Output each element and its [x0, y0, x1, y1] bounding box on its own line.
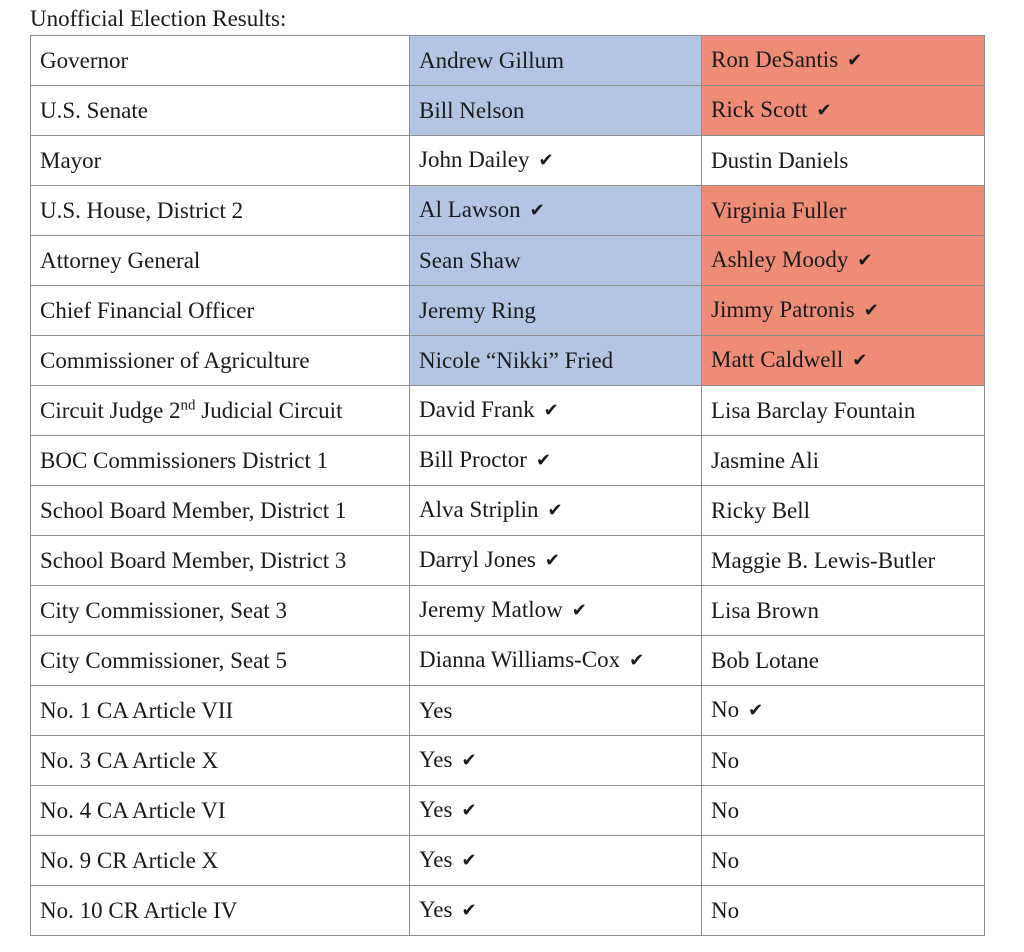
race-name-cell: [31, 86, 410, 136]
race-name: School Board Member, District 3: [40, 547, 347, 573]
checkmark-icon: ✔: [547, 500, 563, 521]
race-name: BOC Commissioners District 1: [40, 447, 329, 473]
race-name-cell: [31, 786, 410, 836]
candidate-a-cell: [410, 336, 702, 386]
candidate-a-cell: [410, 186, 702, 236]
results-table-body: [31, 36, 985, 936]
checkmark-icon: ✔: [544, 550, 560, 571]
candidate-b-cell: [702, 436, 985, 486]
checkmark-icon: ✔: [852, 350, 868, 371]
candidate-a-cell: [410, 736, 702, 786]
race-name-cell: [31, 586, 410, 636]
candidate-b-cell: [702, 736, 985, 786]
race-name: U.S. Senate: [40, 97, 148, 123]
checkmark-icon: ✔: [461, 900, 477, 921]
race-name: Mayor: [40, 147, 102, 173]
candidate-a-cell: [410, 636, 702, 686]
candidate-b-cell: [702, 36, 985, 86]
candidate-a-cell: [410, 686, 702, 736]
candidate-b-name: No: [711, 847, 740, 873]
candidate-b-name: No: [711, 797, 740, 823]
candidate-b-name: No: [711, 747, 740, 773]
table-row: [31, 386, 985, 436]
candidate-b-cell: [702, 636, 985, 686]
table-row: [31, 236, 985, 286]
candidate-a-name: Darryl Jones: [419, 547, 536, 572]
candidate-b-cell: [702, 686, 985, 736]
checkmark-icon: ✔: [461, 850, 477, 871]
checkmark-icon: ✔: [857, 250, 873, 271]
candidate-a-name: Bill Proctor: [419, 447, 527, 472]
race-name-rest: Judicial Circuit: [195, 397, 343, 423]
table-row: [31, 436, 985, 486]
checkmark-icon: ✔: [529, 200, 545, 221]
race-name: Attorney General: [40, 247, 201, 273]
race-name: No. 3 CA Article X: [40, 747, 219, 773]
candidate-a-cell: [410, 486, 702, 536]
candidate-a-name: Al Lawson: [419, 197, 521, 222]
race-name: No. 1 CA Article VII: [40, 697, 234, 723]
candidate-a-cell: [410, 836, 702, 886]
race-name-cell: [31, 536, 410, 586]
race-name-cell: [31, 336, 410, 386]
race-name-cell: [31, 286, 410, 336]
candidate-b-name: Jasmine Ali: [711, 447, 819, 473]
candidate-a-name: Yes: [419, 697, 453, 723]
candidate-b-cell: [702, 186, 985, 236]
table-row: [31, 536, 985, 586]
page-title: Unofficial Election Results:: [30, 6, 287, 31]
candidate-a-name: Bill Nelson: [419, 97, 525, 123]
table-row: [31, 636, 985, 686]
race-name-cell: [31, 36, 410, 86]
candidate-b-cell: [702, 86, 985, 136]
candidate-a-cell: [410, 286, 702, 336]
race-name-cell: [31, 486, 410, 536]
race-name: City Commissioner, Seat 5: [40, 647, 287, 673]
candidate-b-cell: [702, 536, 985, 586]
race-name-cell: [31, 686, 410, 736]
candidate-b-name: Bob Lotane: [711, 647, 819, 673]
race-name-cell: [31, 186, 410, 236]
candidate-a-cell: [410, 786, 702, 836]
race-name: No. 4 CA Article VI: [40, 797, 226, 823]
table-row: [31, 586, 985, 636]
candidate-a-name: John Dailey: [419, 147, 530, 172]
candidate-a-name: Jeremy Ring: [419, 297, 536, 323]
race-name: Commissioner of Agriculture: [40, 347, 310, 373]
checkmark-icon: ✔: [748, 700, 764, 721]
race-name-cell: [31, 636, 410, 686]
checkmark-icon: ✔: [816, 100, 832, 121]
candidate-a-name: Jeremy Matlow: [419, 597, 563, 622]
candidate-a-cell: [410, 536, 702, 586]
candidate-b-name: Lisa Barclay Fountain: [711, 397, 916, 423]
table-row: [31, 336, 985, 386]
race-name-cell: [31, 886, 410, 936]
election-results-table: [30, 35, 985, 936]
candidate-a-cell: [410, 386, 702, 436]
checkmark-icon: ✔: [571, 600, 587, 621]
table-row: [31, 486, 985, 536]
candidate-b-name: Jimmy Patronis: [711, 297, 855, 322]
candidate-b-cell: [702, 786, 985, 836]
candidate-b-cell: [702, 586, 985, 636]
candidate-a-name: Alva Striplin: [419, 497, 539, 522]
table-row: [31, 836, 985, 886]
table-row: [31, 36, 985, 86]
candidate-a-name: Sean Shaw: [419, 247, 521, 273]
race-name-cell: [31, 736, 410, 786]
candidate-a-name: Yes: [419, 847, 453, 872]
race-name-cell: [31, 236, 410, 286]
candidate-b-name: Matt Caldwell: [711, 347, 844, 372]
candidate-b-name: Maggie B. Lewis-Butler: [711, 547, 936, 573]
candidate-a-cell: [410, 236, 702, 286]
candidate-a-name: Yes: [419, 797, 453, 822]
table-row: [31, 136, 985, 186]
table-row: [31, 86, 985, 136]
checkmark-icon: ✔: [538, 150, 554, 171]
candidate-a-name: Yes: [419, 897, 453, 922]
table-row: [31, 786, 985, 836]
candidate-a-name: Yes: [419, 747, 453, 772]
candidate-a-cell: [410, 886, 702, 936]
checkmark-icon: ✔: [535, 450, 552, 471]
candidate-b-cell: [702, 336, 985, 386]
table-row: [31, 736, 985, 786]
race-name-cell: [31, 836, 410, 886]
candidate-b-name: Ron DeSantis: [711, 47, 839, 72]
race-name: School Board Member, District 1: [40, 497, 347, 523]
candidate-a-cell: [410, 36, 702, 86]
table-row: [31, 686, 985, 736]
candidate-a-cell: [410, 86, 702, 136]
candidate-a-cell: [410, 436, 702, 486]
race-name: U.S. House, District 2: [40, 197, 244, 223]
candidate-a-cell: [410, 586, 702, 636]
table-row: [31, 186, 985, 236]
table-row: [31, 286, 985, 336]
checkmark-icon: ✔: [847, 50, 863, 71]
table-row: [31, 886, 985, 936]
candidate-a-name: Nicole “Nikki” Fried: [419, 347, 614, 373]
race-name: Governor: [40, 47, 129, 73]
candidate-b-name: No: [711, 897, 740, 923]
candidate-b-name: Lisa Brown: [711, 597, 819, 623]
race-name: City Commissioner, Seat 3: [40, 597, 287, 623]
candidate-b-name: Virginia Fuller: [711, 197, 847, 223]
candidate-b-cell: [702, 886, 985, 936]
candidate-b-cell: [702, 836, 985, 886]
candidate-b-cell: [702, 386, 985, 436]
candidate-b-name: Ricky Bell: [711, 497, 811, 523]
race-name-superscript: nd: [180, 396, 196, 413]
checkmark-icon: ✔: [629, 650, 645, 671]
candidate-a-cell: [410, 136, 702, 186]
checkmark-icon: ✔: [461, 750, 477, 771]
checkmark-icon: ✔: [863, 300, 879, 321]
race-name-cell: [31, 436, 410, 486]
candidate-b-name: No: [711, 697, 740, 722]
race-name-cell: [31, 136, 410, 186]
candidate-b-cell: [702, 236, 985, 286]
candidate-b-cell: [702, 486, 985, 536]
checkmark-icon: ✔: [461, 800, 477, 821]
candidate-b-cell: [702, 286, 985, 336]
race-name: No. 10 CR Article IV: [40, 897, 238, 923]
candidate-b-cell: [702, 136, 985, 186]
race-name: No. 9 CR Article X: [40, 847, 219, 873]
candidate-b-name: Rick Scott: [711, 97, 808, 122]
race-name-cell: [31, 386, 410, 436]
race-name: Circuit Judge 2: [40, 397, 181, 423]
candidate-a-name: David Frank: [419, 397, 535, 422]
candidate-a-name: Andrew Gillum: [419, 47, 565, 73]
candidate-b-name: Dustin Daniels: [711, 147, 849, 173]
candidate-a-name: Dianna Williams-Cox: [419, 647, 621, 672]
checkmark-icon: ✔: [543, 400, 559, 421]
race-name: Chief Financial Officer: [40, 297, 255, 323]
candidate-b-name: Ashley Moody: [711, 247, 849, 272]
